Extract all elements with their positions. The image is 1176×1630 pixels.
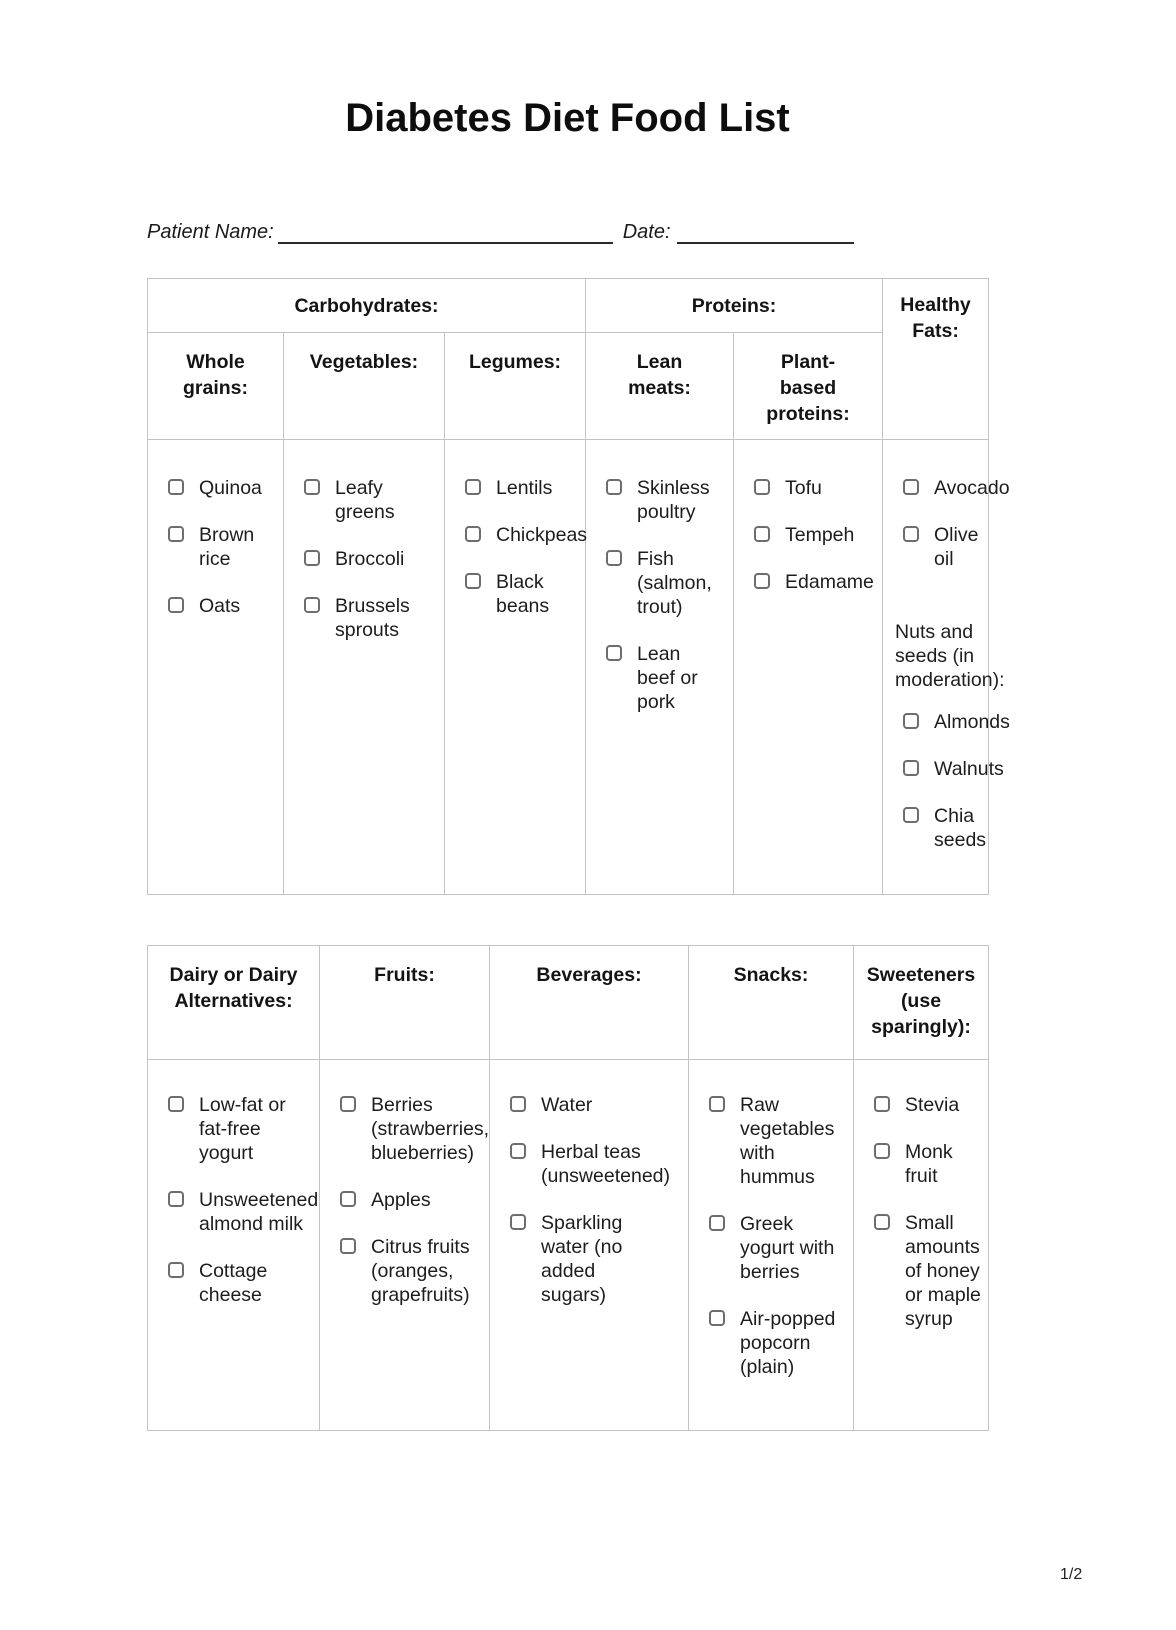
food-item bbox=[701, 1093, 853, 1189]
food-item-label: Water bbox=[541, 1094, 593, 1116]
food-item bbox=[296, 547, 444, 571]
cell-lean-meats bbox=[586, 440, 734, 895]
column-header-whole-grains: Whole grains: bbox=[148, 333, 284, 440]
checkbox[interactable] bbox=[874, 1214, 890, 1230]
page-number: 1/2 bbox=[1060, 1566, 1083, 1583]
food-item-label: Berries (strawberries, blueberries) bbox=[371, 1094, 490, 1164]
food-item bbox=[502, 1140, 688, 1188]
food-item-label: Chia seeds bbox=[934, 805, 987, 851]
food-item bbox=[598, 547, 733, 619]
food-item-label: Chickpeas bbox=[496, 524, 588, 546]
cell-fruits bbox=[320, 1060, 490, 1431]
food-item-label: Air-popped popcorn (plain) bbox=[740, 1308, 836, 1378]
checkbox[interactable] bbox=[754, 479, 770, 495]
food-item-label: Tofu bbox=[785, 477, 822, 499]
food-item bbox=[160, 523, 283, 571]
food-item-label: Brown rice bbox=[199, 524, 255, 570]
cell-healthy-fats bbox=[883, 440, 1010, 895]
date-label: Date: bbox=[622, 221, 671, 243]
food-item-label: Almonds bbox=[934, 711, 1010, 733]
food-item bbox=[598, 642, 733, 714]
patient-info-row bbox=[147, 216, 988, 244]
checkbox[interactable] bbox=[465, 526, 481, 542]
food-item-label: Lentils bbox=[496, 477, 553, 499]
food-item-label: Skinless poultry bbox=[637, 477, 710, 523]
food-item-label: Lean beef or pork bbox=[637, 643, 698, 713]
checkbox[interactable] bbox=[304, 479, 320, 495]
patient-name-field[interactable] bbox=[278, 218, 613, 244]
checkbox[interactable] bbox=[903, 760, 919, 776]
patient-name-label: Patient Name: bbox=[147, 221, 274, 243]
food-item-label: Oats bbox=[199, 595, 241, 617]
column-header-snacks: Snacks: bbox=[689, 946, 854, 1060]
checkbox[interactable] bbox=[340, 1238, 356, 1254]
food-item bbox=[746, 476, 882, 500]
checkbox[interactable] bbox=[754, 573, 770, 589]
checkbox[interactable] bbox=[168, 526, 184, 542]
food-item bbox=[160, 594, 283, 618]
checkbox[interactable] bbox=[606, 550, 622, 566]
food-item-label: Monk fruit bbox=[905, 1141, 953, 1187]
food-item bbox=[160, 1188, 319, 1236]
food-item-label: Olive oil bbox=[934, 524, 979, 570]
column-header-dairy: Dairy or Dairy Alternatives: bbox=[148, 946, 320, 1060]
food-item bbox=[895, 804, 988, 852]
checkbox[interactable] bbox=[874, 1096, 890, 1112]
column-header-beverages: Beverages: bbox=[490, 946, 689, 1060]
food-item-label: Tempeh bbox=[785, 524, 855, 546]
food-item bbox=[895, 476, 1010, 500]
column-header-plant-based-proteins: Plant-based proteins: bbox=[734, 333, 883, 440]
food-item-label: Sparkling water (no added sugars) bbox=[541, 1212, 623, 1306]
food-table-secondary bbox=[147, 945, 989, 1431]
date-field[interactable] bbox=[677, 218, 854, 244]
checkbox[interactable] bbox=[510, 1143, 526, 1159]
food-item-label: Fish (salmon, trout) bbox=[637, 548, 712, 618]
food-item-label: Black beans bbox=[496, 571, 550, 617]
food-item bbox=[332, 1188, 489, 1212]
food-item-label: Brussels sprouts bbox=[335, 595, 410, 641]
food-item-label: Unsweetened almond milk bbox=[199, 1189, 319, 1235]
checkbox[interactable] bbox=[465, 479, 481, 495]
checkbox[interactable] bbox=[510, 1096, 526, 1112]
cell-beverages bbox=[490, 1060, 689, 1431]
checkbox[interactable] bbox=[903, 713, 919, 729]
food-item-label: Edamame bbox=[785, 571, 874, 593]
food-item bbox=[332, 1235, 489, 1307]
food-item bbox=[457, 570, 585, 618]
food-item bbox=[866, 1140, 988, 1188]
checkbox[interactable] bbox=[340, 1191, 356, 1207]
food-item bbox=[866, 1093, 988, 1117]
food-table-main bbox=[147, 278, 1010, 895]
checkbox[interactable] bbox=[510, 1214, 526, 1230]
checkbox[interactable] bbox=[903, 807, 919, 823]
food-item bbox=[457, 523, 588, 547]
food-item bbox=[457, 476, 585, 500]
column-header-vegetables: Vegetables: bbox=[284, 333, 445, 440]
food-item-label: Stevia bbox=[905, 1094, 960, 1116]
cell-sweeteners bbox=[854, 1060, 989, 1431]
food-item bbox=[160, 1259, 319, 1307]
food-item-label: Leafy greens bbox=[335, 477, 395, 523]
food-item bbox=[160, 476, 283, 500]
food-item bbox=[701, 1212, 853, 1284]
food-item-label: Small amounts of honey or maple syrup bbox=[905, 1212, 981, 1330]
food-item-label: Citrus fruits (oranges, grapefruits) bbox=[371, 1236, 470, 1306]
checkbox[interactable] bbox=[340, 1096, 356, 1112]
checkbox[interactable] bbox=[754, 526, 770, 542]
checkbox[interactable] bbox=[304, 597, 320, 613]
food-item bbox=[502, 1093, 688, 1117]
checkbox[interactable] bbox=[465, 573, 481, 589]
nuts-seeds-note: Nuts and seeds (in moderation): bbox=[895, 621, 1005, 691]
page-title: Diabetes Diet Food List bbox=[345, 96, 790, 140]
checkbox[interactable] bbox=[304, 550, 320, 566]
food-item-label: Avocado bbox=[934, 477, 1010, 499]
document-page bbox=[147, 96, 1010, 1431]
column-header-lean-meats: Lean meats: bbox=[586, 333, 734, 440]
checkbox[interactable] bbox=[168, 1262, 184, 1278]
food-item-label: Quinoa bbox=[199, 477, 262, 499]
group-header-carbohydrates: Carbohydrates: bbox=[148, 279, 586, 333]
checkbox[interactable] bbox=[168, 1191, 184, 1207]
checkbox[interactable] bbox=[874, 1143, 890, 1159]
food-item bbox=[701, 1307, 853, 1379]
column-header-fruits: Fruits: bbox=[320, 946, 490, 1060]
checkbox[interactable] bbox=[606, 645, 622, 661]
food-item bbox=[866, 1211, 988, 1331]
group-header-proteins: Proteins: bbox=[586, 279, 883, 333]
checkbox[interactable] bbox=[168, 1096, 184, 1112]
checkbox[interactable] bbox=[903, 479, 919, 495]
food-item-label: Walnuts bbox=[934, 758, 1004, 780]
food-item-label: Herbal teas (unsweetened) bbox=[541, 1141, 670, 1187]
checkbox[interactable] bbox=[168, 597, 184, 613]
food-item bbox=[502, 1211, 688, 1307]
food-item bbox=[296, 476, 444, 524]
column-header-healthy-fats: Healthy Fats: bbox=[883, 279, 989, 440]
food-item bbox=[746, 570, 882, 594]
food-item bbox=[895, 710, 1010, 734]
checkbox[interactable] bbox=[709, 1096, 725, 1112]
food-item-label: Broccoli bbox=[335, 548, 405, 570]
food-item bbox=[160, 1093, 319, 1165]
checkbox[interactable] bbox=[606, 479, 622, 495]
food-item bbox=[895, 757, 1004, 781]
food-item bbox=[296, 594, 444, 642]
food-item bbox=[746, 523, 882, 547]
column-header-legumes: Legumes: bbox=[445, 333, 586, 440]
food-item-label: Apples bbox=[371, 1189, 431, 1211]
cell-vegetables bbox=[284, 440, 445, 895]
cell-snacks bbox=[689, 1060, 854, 1431]
food-item bbox=[332, 1093, 489, 1165]
food-item-label: Raw vegetables with hummus bbox=[740, 1094, 835, 1188]
cell-plant-based-proteins bbox=[734, 440, 883, 895]
food-item bbox=[598, 476, 733, 524]
checkbox[interactable] bbox=[709, 1215, 725, 1231]
food-item-label: Low-fat or fat-free yogurt bbox=[199, 1094, 286, 1164]
checkbox[interactable] bbox=[709, 1310, 725, 1326]
cell-legumes bbox=[445, 440, 586, 895]
checkbox[interactable] bbox=[903, 526, 919, 542]
cell-dairy bbox=[148, 1060, 320, 1431]
checkbox[interactable] bbox=[168, 479, 184, 495]
cell-whole-grains bbox=[148, 440, 284, 895]
food-item bbox=[895, 523, 988, 571]
food-item-label: Greek yogurt with berries bbox=[740, 1213, 835, 1283]
food-item-label: Cottage cheese bbox=[199, 1260, 268, 1306]
column-header-sweeteners: Sweeteners (use sparingly): bbox=[854, 946, 989, 1060]
